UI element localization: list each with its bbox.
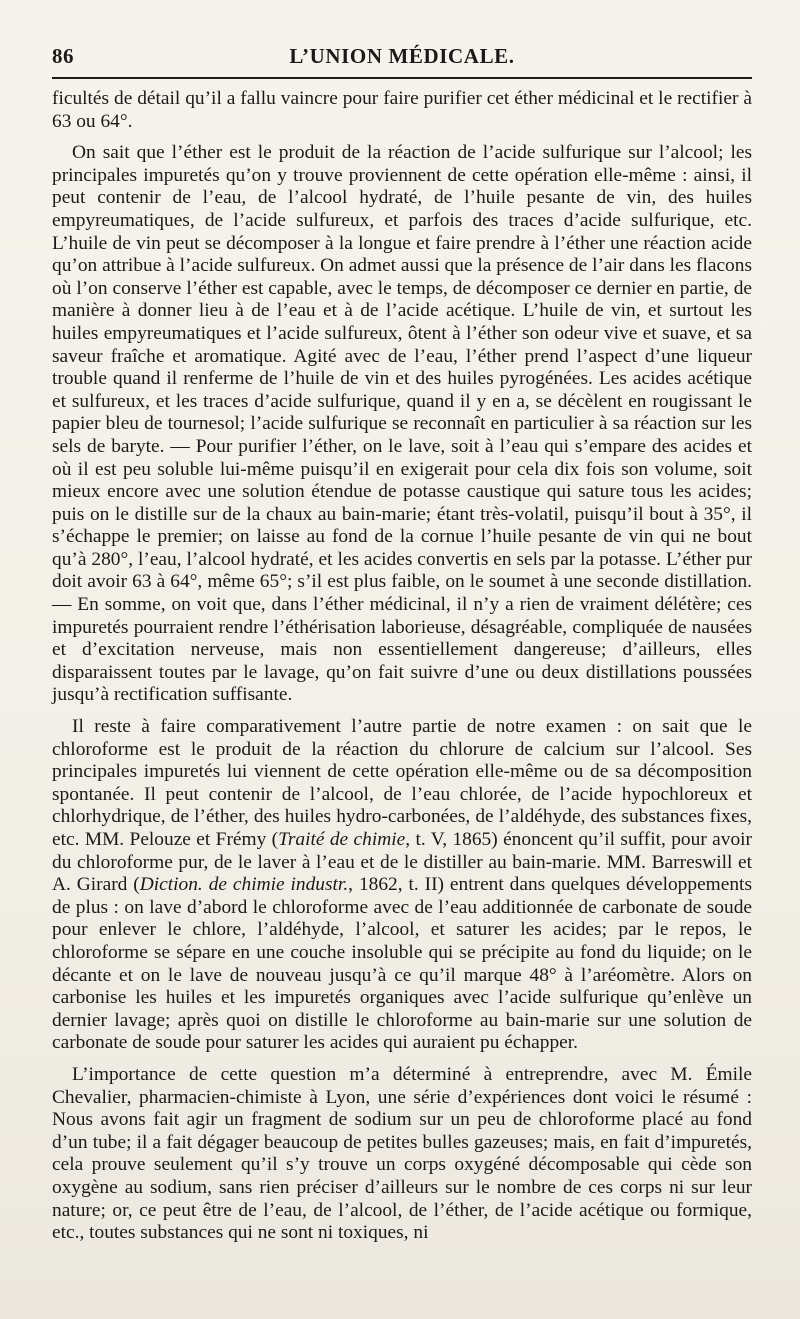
body-text [52,88,752,1245]
paragraph-experiments: L’importance de cette question m’a déterminé à entreprendre, avec M. Émile Chevalier, pharmacien-chimiste à Lyon, une série d’expériences dont voici le résumé : Nous avons fait agir un fragment de sodium sur un peu de chloroforme placé au fond d’un tube; il a fait dégager beaucoup de petites bulles gazeuses; mais, en fait d’impuretés, cela prouve seulement qu’il s’y trouve un corps oxygéné décomposable qui cède son oxygène au sodium, sans rien préciser d’ailleurs sur le nombre de ces corps ni sur leur nature; or, ce peut être de l’eau, de l’alcool, de l’éther, de l’acide acétique ou formique, etc., toutes substances qui ne sont ni toxiques, ni [52,1063,752,1244]
paragraph-chloroform-text-1: Il reste à faire comparativement l’autre partie de notre examen : on sait que le chloroforme est le produit de la réaction du chlorure de calcium sur l’alcool. Ses principales impuretés lui viennent de cette opération elle-même ou de sa décomposition spontanée. Il peut contenir de l’alcool, de l’eau chlorée, de l’acide hypochloreux et chlorhydrique, de l’éther, des huiles hydro-carbonées, de l’aldéhyde, des substances fixes, etc. MM. Pelouze et Frémy ( [52,716,752,850]
reference-traite-de-chimie: Traité de chimie [278,829,406,850]
running-title: L’UNION MÉDICALE. [289,44,515,68]
page-header [52,40,752,74]
page-number: 86 [52,44,74,68]
paragraph-ether: On sait que l’éther est le produit de la réaction de l’acide sulfurique sur l’alcool; les principales impuretés qu’on y trouve proviennent de cette opération elle-même : ainsi, il peut contenir de l’eau, de l’alcool hydraté, de l’huile pesante de vin, des huiles empyreumatiques, de l’acide sulfureux, et parfois des traces d’acide sulfurique, etc. L’huile de vin peut se décomposer à la longue et faire prendre à l’éther une réaction acide qu’on attribue à l’acide sulfureux. On admet aussi que la présence de l’air dans les flacons où l’on conserve l’éther est capable, avec le temps, de décomposer ce dernier en partie, de manière à donner lieu à de l’eau et à de l’acide acétique. L’huile de vin, et surtout les huiles empyreumatiques et l’acide sulfureux, ôtent à l’éther son odeur vive et suave, et sa saveur fraîche et aromatique. Agité avec de l’eau, l’éther prend l’aspect d’une liqueur trouble quand il renferme de l’huile de vin et des huiles pyrogénées. Les acides acétique et sulfureux, et les traces d’acide sulfurique, quand il y en a, se décèlent en rougissant le papier bleu de tournesol; l’acide sulfurique se reconnaît en particulier à sa réaction sur les sels de baryte. — Pour purifier l’éther, on le lave, soit à l’eau qui s’empare des acides et où il est peu soluble lui-même puisqu’il en exigerait pour cela dix fois son volume, soit mieux encore avec une solution étendue de potasse caustique qui sature tous les acides; puis on le distille sur de la chaux au bain-marie; étant très-volatil, puisqu’il bout à 35°, il s’échappe le premier; on laisse au fond de la cornue l’huile pesante de vin qui ne bout qu’à 280°, l’eau, l’alcool hydraté, et les acides convertis en sels par la potasse. L’éther pur doit avoir 63 à 64°, même 65°; s’il est plus faible, on le soumet à une seconde distillation. — En somme, on voit que, dans l’éther médicinal, il n’y a rien de vraiment délétère; ces impuretés pourraient rendre l’éthérisation laborieuse, désagréable, compliquée de nausées et d’excitation nerveuse, mais non essentiellement dangereuse; d’ailleurs, elles disparaissent toutes par le lavage, qu’on fait suivre d’une ou deux distillations poussées jusqu’à rectification suffisante. [52,142,752,706]
paragraph-chloroform-text-2: , t. V, 1865) énoncent qu’il suffit, pour avoir du chloroforme pur, de le laver à l’eau et de le distiller au bain-marie. MM. Barreswill et A. Girard ( [52,829,753,896]
paragraph-chloroform-text-3: , 1862, t. II) entrent dans quelques développements de plus : on lave d’abord le chloroforme avec de l’eau additionnée de carbonate de soude pour enlever le chlore, l’aldéhyde, l’alcool, et saturer les acides; par le repos, le chloroforme se sépare en une couche insoluble qui se précipite au fond du liquide; on le décante et on le lave de nouveau jusqu’à ce qu’il marque 48° à l’aréomètre. Alors on carbonise les huiles et les impuretés organiques avec l’acide sulfurique qu’enlève un dernier lavage; après quoi on distille le chloroforme au bain-marie sur une solution de carbonate de soude pour saturer les acides qui auraient pu échapper. [52,874,752,1054]
reference-diction-chimie: Diction. de chimie industr. [139,874,349,896]
paragraph-continuation: ficultés de détail qu’il a fallu vaincre pour faire purifier cet éther médicinal et le rectifier à 63 ou 64°. [52,88,752,132]
paragraph-chloroform [52,716,752,1055]
header-rule [52,77,752,79]
